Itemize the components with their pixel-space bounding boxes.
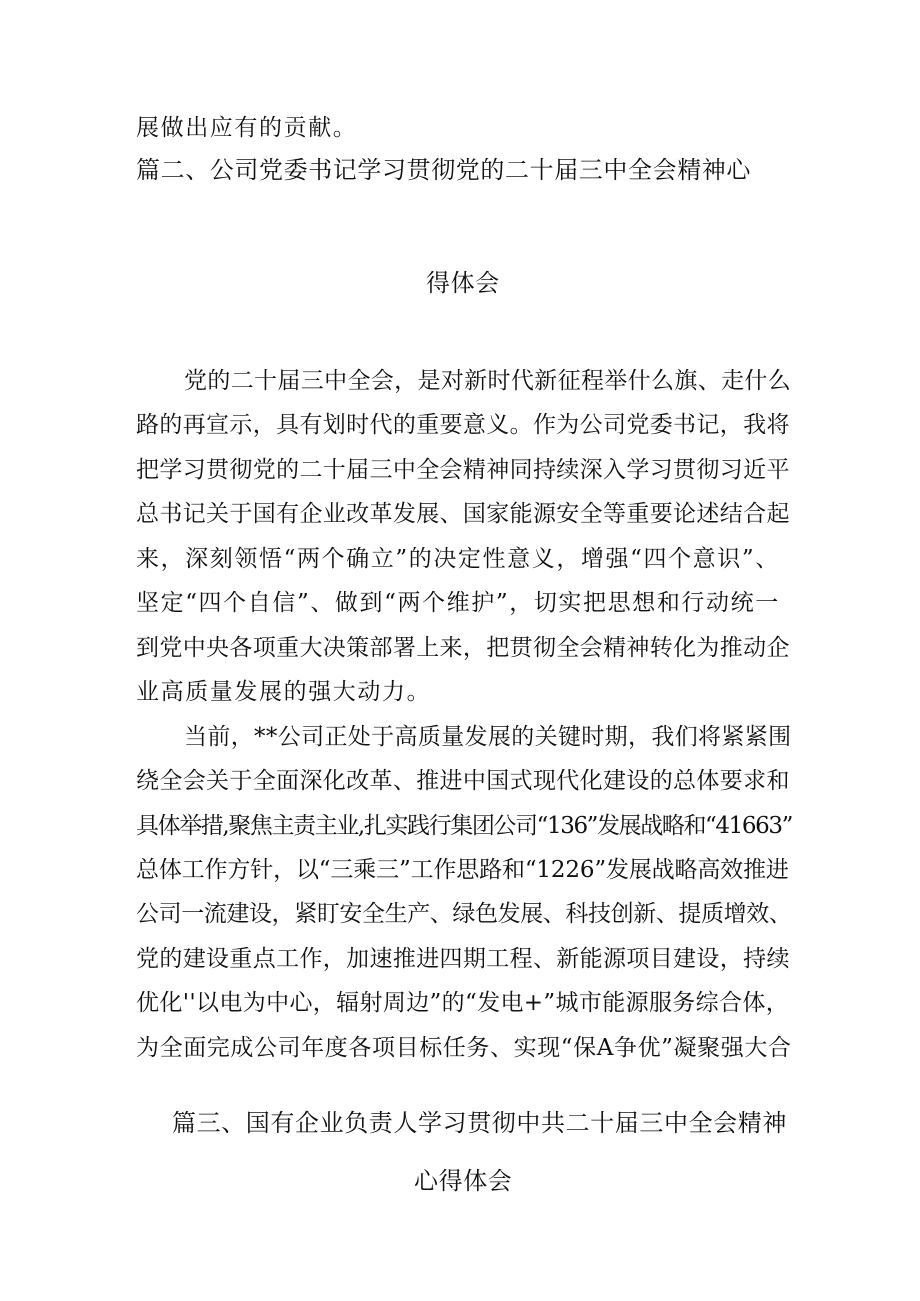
paragraph-line: 优化''以电为中心，辐射周边”的“发电+”城市能源服务综合体， <box>136 990 790 1016</box>
section3-title-line2: 心得体会 <box>414 1167 513 1195</box>
paragraph-line: 党的二十届三中全会，是对新时代新征程举什么旗、走什么 <box>184 368 792 394</box>
paragraph-line: 来，深刻领悟“两个确立”的决定性意义，增强“四个意识”、 <box>136 546 780 572</box>
paragraph-line: 具体举措,聚焦主责主业,扎实践行集团公司“136”发展战略和“41663” <box>136 813 792 839</box>
section3-title-line1: 篇三、国有企业负责人学习贯彻中共二十届三中全会精神 <box>172 1109 787 1137</box>
intro-tail-line: 展做出应有的贡献。 <box>136 115 358 141</box>
paragraph-line: 当前，**公司正处于高质量发展的关键时期，我们将紧紧围 <box>184 724 792 750</box>
paragraph-line: 路的再宣示，具有划时代的重要意义。作为公司党委书记，我将 <box>136 412 790 438</box>
section2-title-line2: 得体会 <box>426 269 500 297</box>
paragraph-line: 总书记关于国有企业改革发展、国家能源安全等重要论述结合起 <box>136 501 790 527</box>
paragraph-line: 总体工作方针，以“三乘三”工作思路和“1226”发展战略高效推进 <box>136 857 789 883</box>
paragraph-line: 把学习贯彻党的二十届三中全会精神同持续深入学习贯彻习近平 <box>136 457 790 483</box>
paragraph-line: 公司一流建设，紧盯安全生产、绿色发展、科技创新、提质增效、 <box>136 901 792 927</box>
paragraph-line: 党的建设重点工作，加速推进四期工程、新能源项目建设，持续 <box>136 946 790 972</box>
paragraph-line: 到党中央各项重大决策部署上来，把贯彻全会精神转化为推动企 <box>136 635 790 661</box>
paragraph-line: 为全面完成公司年度各项目标任务、实现“保A争优”凝聚强大合 <box>136 1035 792 1061</box>
section2-title-line1: 篇二、公司党委书记学习贯彻党的二十届三中全会精神心 <box>136 156 751 184</box>
paragraph-line: 业高质量发展的强大动力。 <box>136 679 432 705</box>
paragraph-line: 坚定“四个自信”、做到“两个维护”，切实把思想和行动统一 <box>136 590 780 616</box>
paragraph-line: 绕全会关于全面深化改革、推进中国式现代化建设的总体要求和 <box>136 768 790 794</box>
